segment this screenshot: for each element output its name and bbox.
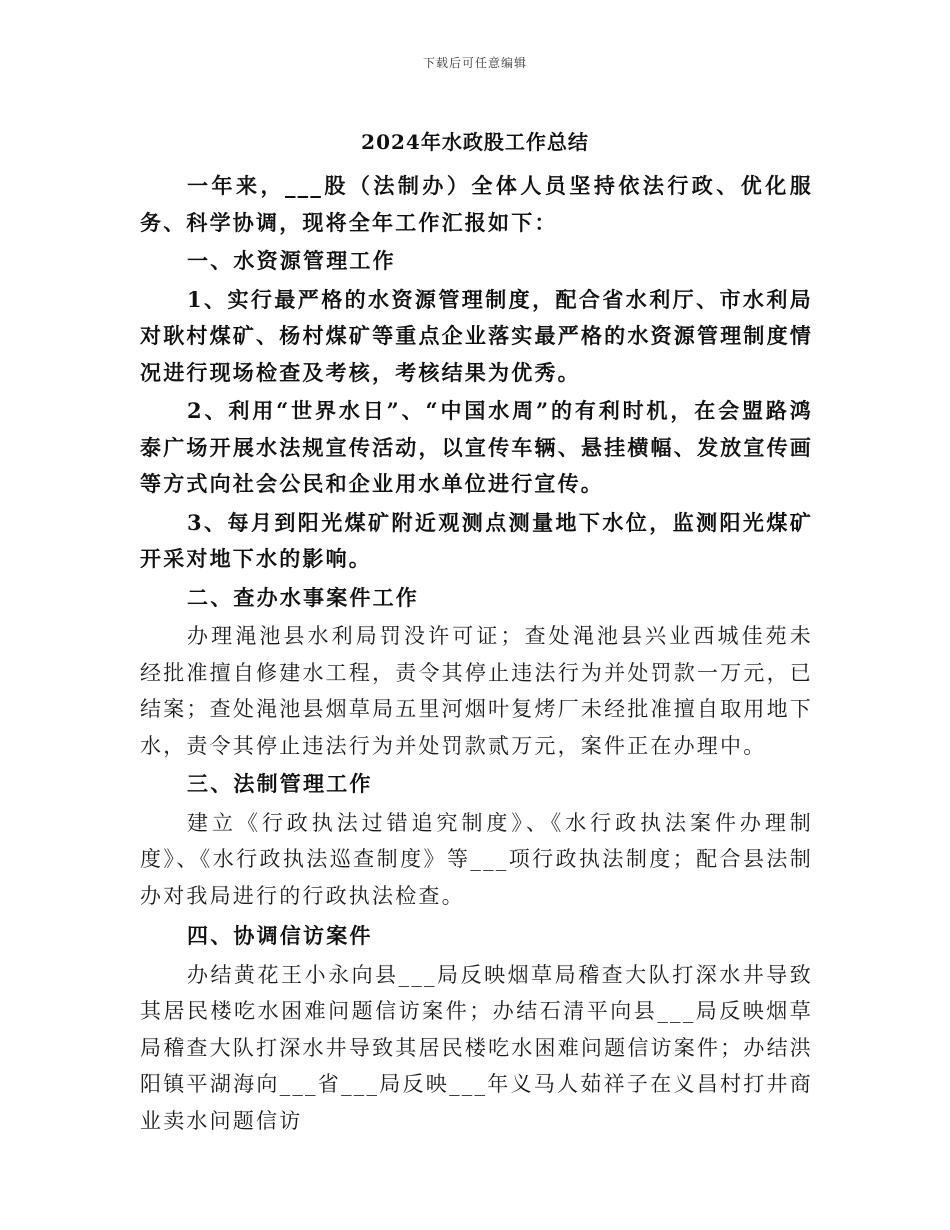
section-1-item-3: 3、每月到阳光煤矿附近观测点测量地下水位，监测阳光煤矿开采对地下水的影响。 — [140, 509, 813, 571]
section-2-paragraph: 办理渑池县水利局罚没许可证；查处渑池县兴业西城佳苑未经批准擅自修建水工程，责令其停止违法行为并处罚款一万元，已结案；查处渑池县烟草局五里河烟叶复烤厂未经批准擅自取用地下水，责令其停止违法行为并处罚款贰万元，案件正在办理中。 — [140, 624, 813, 758]
section-2-heading: 二、查办水事案件工作 — [187, 584, 419, 610]
document-body — [140, 168, 813, 1139]
section-1-heading: 一、水资源管理工作 — [187, 248, 396, 273]
section-3-heading: 三、法制管理工作 — [187, 771, 373, 796]
intro-paragraph: 一年来，___股（法制办）全体人员坚持依法行政、优化服务、科学协调，现将全年工作汇报如下： — [140, 173, 813, 235]
section-4-paragraph: 办结黄花王小永向县___局反映烟草局稽查大队打深水井导致其居民楼吃水困难问题信访案件；办结石清平向县___局反映烟草局稽查大队打深水井导致其居民楼吃水困难问题信访案件；办结洪阳镇平湖海向___省___局反映___年义马人茹祥子在义昌村打井商业卖水问题信访 — [140, 962, 813, 1133]
section-1-item-2: 2、利用“世界水日”、“中国水周”的有利时机，在会盟路鸿泰广场开展水法规宣传活动，以宣传车辆、悬挂横幅、发放宣传画等方式向社会公民和企业用水单位进行宣传。 — [140, 398, 813, 496]
section-4-heading: 四、协调信访案件 — [187, 923, 373, 948]
header-note: 下载后可任意编辑 — [422, 56, 527, 70]
section-1-item-1: 1、实行最严格的水资源管理制度，配合省水利厅、市水利局对耿村煤矿、杨村煤矿等重点企业落实最严格的水资源管理制度情况进行现场检查及考核，考核结果为优秀。 — [140, 286, 813, 385]
document-title: 2024年水政股工作总结 — [361, 130, 589, 154]
section-3-paragraph: 建立《行政执法过错追究制度》、《水行政执法案件办理制度》、《水行政执法巡查制度》等___项行政执法制度；配合县法制办对我局进行的行政执法检查。 — [140, 810, 813, 908]
